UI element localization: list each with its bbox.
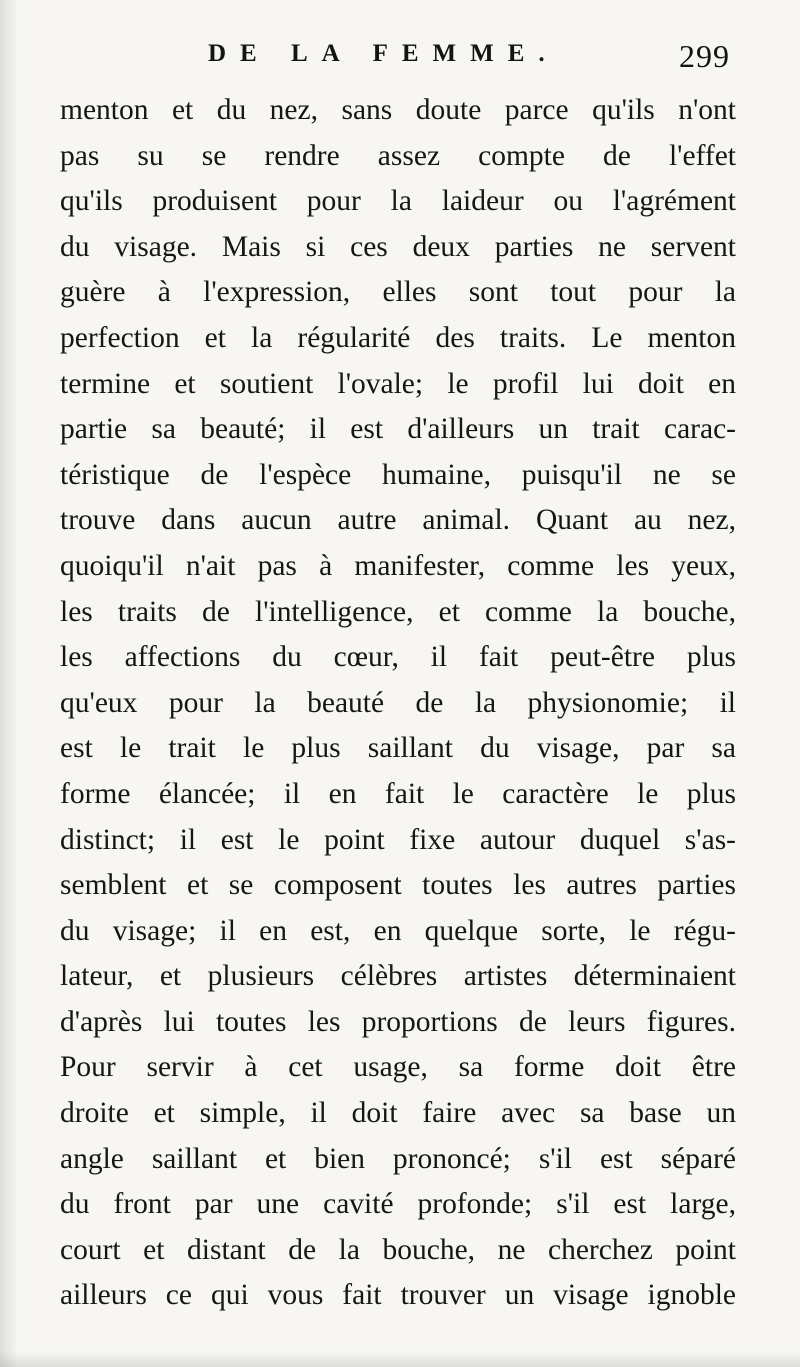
text-line: menton et du nez, sans doute parce qu'ils n'ont bbox=[60, 94, 736, 126]
text-line: qu'ils produisent pour la laideur ou l'agrément bbox=[60, 185, 736, 218]
text-line: forme élancée; il en fait le caractère le plus bbox=[60, 777, 736, 810]
text-line: ailleurs ce qui vous fait trouver un visage ignoble bbox=[60, 1279, 736, 1312]
text-line: trouve dans aucun autre animal. Quant au nez, bbox=[60, 504, 736, 537]
text-line: semblent et se composent toutes les autres parties bbox=[60, 869, 736, 902]
text-line: les affections du cœur, il fait peut-être plus bbox=[60, 641, 736, 674]
text-line: partie sa beauté; il est d'ailleurs un trait carac- bbox=[60, 413, 736, 446]
text-line: qu'eux pour la beauté de la physionomie; il bbox=[60, 686, 736, 719]
text-line: termine et soutient l'ovale; le profil lui doit en bbox=[60, 367, 736, 400]
text-line: téristique de l'espèce humaine, puisqu'il ne se bbox=[60, 458, 736, 491]
running-title: DE LA FEMME. bbox=[208, 40, 559, 67]
text-line: du front par une cavité profonde; s'il est large, bbox=[60, 1188, 736, 1221]
text-line: droite et simple, il doit faire avec sa base un bbox=[60, 1097, 736, 1130]
page-header bbox=[60, 36, 740, 86]
text-line: Pour servir à cet usage, sa forme doit être bbox=[60, 1051, 736, 1084]
page-number: 299 bbox=[679, 38, 730, 74]
page-edge-shadow-bottom bbox=[0, 1351, 800, 1367]
page-edge-shadow-left bbox=[0, 0, 18, 1367]
text-line: est le trait le plus saillant du visage, par sa bbox=[60, 732, 736, 765]
text-line: guère à l'expression, elles sont tout pour la bbox=[60, 276, 736, 309]
text-line: du visage. Mais si ces deux parties ne servent bbox=[60, 230, 736, 263]
text-line: distinct; il est le point fixe autour duquel s'as- bbox=[60, 823, 736, 856]
text-line: les traits de l'intelligence, et comme la bouche, bbox=[60, 595, 736, 628]
body-text bbox=[60, 88, 736, 1319]
text-line: court et distant de la bouche, ne cherchez point bbox=[60, 1233, 736, 1266]
text-line: quoiqu'il n'ait pas à manifester, comme les yeux, bbox=[60, 549, 736, 582]
text-line: angle saillant et bien prononcé; s'il est séparé bbox=[60, 1142, 736, 1175]
text-line: perfection et la régularité des traits. Le menton bbox=[60, 321, 736, 354]
text-line: d'après lui toutes les proportions de leurs figures. bbox=[60, 1005, 736, 1038]
text-line: du visage; il en est, en quelque sorte, le régu- bbox=[60, 914, 736, 947]
text-line: lateur, et plusieurs célèbres artistes déterminaient bbox=[60, 960, 736, 993]
text-line: pas su se rendre assez compte de l'effet bbox=[60, 139, 736, 172]
